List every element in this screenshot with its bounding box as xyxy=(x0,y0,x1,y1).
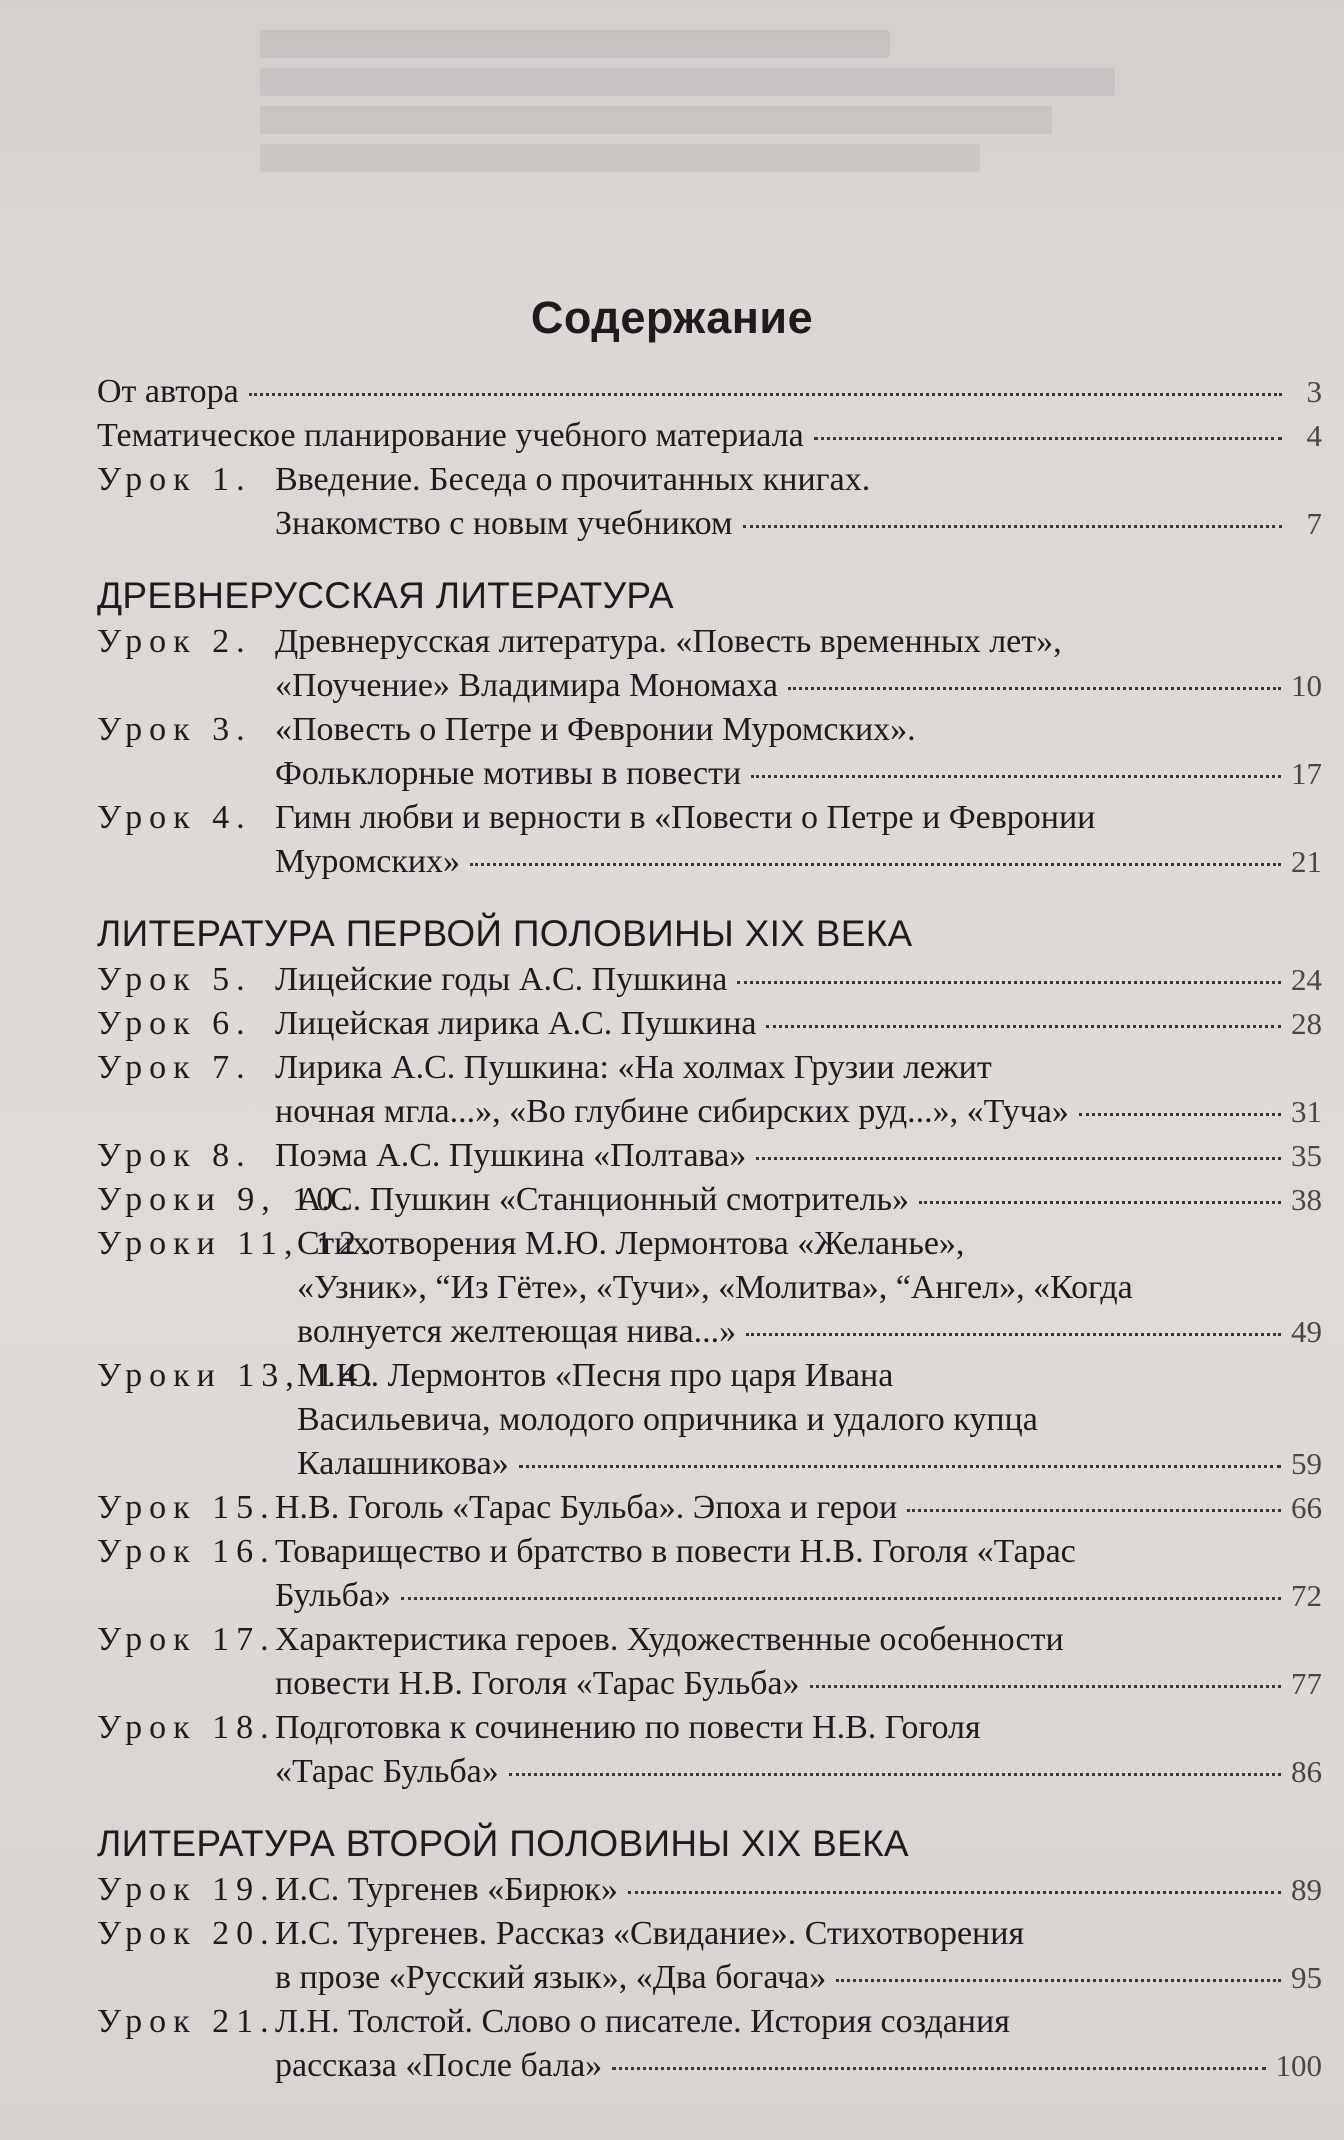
toc-line xyxy=(97,1442,1322,1486)
dot-leader xyxy=(401,1596,1281,1600)
toc-line xyxy=(97,414,1322,458)
lesson-label: Урок 19. xyxy=(97,1871,276,1908)
page-number: 89 xyxy=(1291,1872,1322,1907)
page-title: Содержание xyxy=(530,292,814,343)
toc-entry xyxy=(97,2000,1322,2088)
entry-text: Фольклорные мотивы в повести xyxy=(275,755,742,792)
toc-entry xyxy=(97,1486,1322,1530)
dot-leader xyxy=(907,1508,1281,1512)
entry-text: волнуется желтеющая нива...» xyxy=(297,1313,737,1350)
toc-line xyxy=(97,1956,1322,2000)
page-number: 66 xyxy=(1291,1490,1322,1525)
page-number: 31 xyxy=(1291,1094,1322,1129)
toc-line xyxy=(97,1868,1322,1912)
toc-line xyxy=(97,1090,1322,1134)
lesson-label: Урок 16. xyxy=(97,1533,276,1570)
page-number: 72 xyxy=(1291,1578,1322,1613)
entry-text: «Поучение» Владимира Мономаха xyxy=(275,667,778,704)
toc-entry xyxy=(97,1354,1322,1486)
toc-line xyxy=(97,1912,1322,1956)
entry-text: Лицейские годы А.С. Пушкина xyxy=(275,961,728,998)
entry-text: Поэма А.С. Пушкина «Полтава» xyxy=(275,1137,747,1174)
bleed-through-text xyxy=(260,20,1160,200)
dot-leader xyxy=(788,686,1281,690)
toc-line xyxy=(97,664,1322,708)
page-number: 7 xyxy=(1306,506,1322,541)
dot-leader xyxy=(509,1772,1281,1776)
toc-entry xyxy=(97,1002,1322,1046)
toc-line xyxy=(97,1310,1322,1354)
dot-leader xyxy=(751,774,1281,778)
toc-entry xyxy=(97,1618,1322,1706)
page-number: 38 xyxy=(1291,1182,1322,1217)
toc-line xyxy=(97,796,1322,840)
toc-line xyxy=(97,1002,1322,1046)
toc-line xyxy=(97,458,1322,502)
toc-line xyxy=(97,2000,1322,2044)
lesson-label: Урок 15. xyxy=(97,1489,276,1526)
toc-line xyxy=(97,1178,1322,1222)
toc-line xyxy=(97,1266,1322,1310)
entry-text: Подготовка к сочинению по повести Н.В. Гоголя xyxy=(275,1709,981,1746)
dot-leader xyxy=(628,1890,1281,1894)
entry-text: ночная мгла...», «Во глубине сибирских руд...», «Туча» xyxy=(275,1093,1069,1130)
toc-entry xyxy=(97,1222,1322,1354)
entry-text: Лицейская лирика А.С. Пушкина xyxy=(275,1005,757,1042)
entry-text: «Повесть о Петре и Февронии Муромских». xyxy=(275,711,916,748)
toc-entry xyxy=(97,796,1322,884)
toc-entry xyxy=(97,1530,1322,1618)
entry-text: Гимн любви и верности в «Повести о Петре и Февронии xyxy=(275,799,1096,836)
toc-line xyxy=(97,2044,1322,2088)
dot-leader xyxy=(470,862,1281,866)
page-number: 28 xyxy=(1291,1006,1322,1041)
entry-text: А.С. Пушкин «Станционный смотритель» xyxy=(297,1181,910,1218)
toc-line xyxy=(97,1574,1322,1618)
toc-line xyxy=(97,1354,1322,1398)
page-number: 86 xyxy=(1291,1754,1322,1789)
toc-line xyxy=(97,1134,1322,1178)
lesson-label: Уроки 13, 14. xyxy=(97,1357,380,1394)
lesson-label: Урок 18. xyxy=(97,1709,276,1746)
lesson-label: Уроки 9, 10. xyxy=(97,1181,356,1218)
entry-text: в прозе «Русский язык», «Два богача» xyxy=(275,1959,827,1996)
toc-entry xyxy=(97,620,1322,708)
entry-text: Стихотворения М.Ю. Лермонтова «Желанье», xyxy=(297,1225,965,1262)
page-number: 24 xyxy=(1291,962,1322,997)
entry-text: «Узник», “Из Гёте», «Тучи», «Молитва», “Ангел», «Когда xyxy=(297,1269,1133,1306)
lesson-label: Уроки 11, 12. xyxy=(97,1225,379,1262)
toc-line xyxy=(97,958,1322,1002)
toc-entry xyxy=(97,1706,1322,1794)
page-number: 77 xyxy=(1291,1666,1322,1701)
toc-line xyxy=(97,370,1322,414)
toc-entry xyxy=(97,1178,1322,1222)
dot-leader xyxy=(743,524,1283,528)
toc-entry xyxy=(97,1868,1322,1912)
entry-text: Характеристика героев. Художественные особенности xyxy=(275,1621,1064,1658)
page-number: 17 xyxy=(1291,756,1322,791)
toc-line xyxy=(97,1706,1322,1750)
page-number: 4 xyxy=(1306,418,1322,453)
section-heading: ЛИТЕРАТУРА ПЕРВОЙ ПОЛОВИНЫ XIX ВЕКА xyxy=(97,913,913,954)
lesson-label: Урок 4. xyxy=(97,799,252,836)
dot-leader xyxy=(810,1684,1281,1688)
entry-text: Древнерусская литература. «Повесть временных лет», xyxy=(275,623,1062,660)
page-number: 35 xyxy=(1291,1138,1322,1173)
entry-text: Введение. Беседа о прочитанных книгах. xyxy=(275,461,871,498)
section-heading: ЛИТЕРАТУРА ВТОРОЙ ПОЛОВИНЫ XIX ВЕКА xyxy=(97,1823,909,1864)
lesson-label: Урок 8. xyxy=(97,1137,252,1174)
toc-entry xyxy=(97,958,1322,1002)
lesson-label: Урок 2. xyxy=(97,623,252,660)
dot-leader xyxy=(746,1332,1281,1336)
toc-line xyxy=(97,1750,1322,1794)
page-number: 59 xyxy=(1291,1446,1322,1481)
dot-leader xyxy=(756,1156,1281,1160)
lesson-label: Урок 6. xyxy=(97,1005,252,1042)
toc-entry xyxy=(97,708,1322,796)
lesson-label: Урок 3. xyxy=(97,711,252,748)
toc-entry xyxy=(97,1134,1322,1178)
entry-text: Калашникова» xyxy=(297,1445,509,1482)
toc-line xyxy=(97,620,1322,664)
page-number: 95 xyxy=(1291,1960,1322,1995)
entry-text: М.Ю. Лермонтов «Песня про царя Ивана xyxy=(297,1357,894,1394)
entry-text: «Тарас Бульба» xyxy=(275,1753,499,1790)
entry-text: И.С. Тургенев «Бирюк» xyxy=(275,1871,618,1908)
toc-entry xyxy=(97,414,1322,458)
dot-leader xyxy=(737,980,1281,984)
toc-line xyxy=(97,1046,1322,1090)
entry-text: Товарищество и братство в повести Н.В. Гоголя «Тарас xyxy=(275,1533,1076,1570)
entry-text: Л.Н. Толстой. Слово о писателе. История создания xyxy=(275,2003,1010,2040)
page-number: 10 xyxy=(1291,668,1322,703)
dot-leader xyxy=(814,436,1282,440)
lesson-label: Урок 17. xyxy=(97,1621,276,1658)
dot-leader xyxy=(919,1200,1281,1204)
entry-text: От автора xyxy=(97,373,239,410)
lesson-label: Урок 7. xyxy=(97,1049,252,1086)
lesson-label: Урок 1. xyxy=(97,461,252,498)
toc-line xyxy=(97,1486,1322,1530)
entry-text: И.С. Тургенев. Рассказ «Свидание». Стихотворения xyxy=(275,1915,1025,1952)
section-heading: ДРЕВНЕРУССКАЯ ЛИТЕРАТУРА xyxy=(97,575,674,616)
lesson-label: Урок 21. xyxy=(97,2003,276,2040)
page-number: 100 xyxy=(1275,2048,1322,2083)
entry-text: Знакомство с новым учебником xyxy=(275,505,733,542)
entry-text: рассказа «После бала» xyxy=(275,2047,603,2084)
entry-text: Лирика А.С. Пушкина: «На холмах Грузии лежит xyxy=(275,1049,992,1086)
page-number: 49 xyxy=(1291,1314,1322,1349)
lesson-label: Урок 20. xyxy=(97,1915,276,1952)
entry-text: Тематическое планирование учебного материала xyxy=(97,417,804,454)
dot-leader xyxy=(249,392,1282,396)
page-number: 3 xyxy=(1306,374,1322,409)
entry-text: Н.В. Гоголь «Тарас Бульба». Эпоха и герои xyxy=(275,1489,898,1526)
toc-line xyxy=(97,1222,1322,1266)
entry-text: Васильевича, молодого опричника и удалого купца xyxy=(297,1401,1038,1438)
toc-line xyxy=(97,752,1322,796)
toc-line xyxy=(97,1618,1322,1662)
toc-line xyxy=(97,502,1322,546)
toc-entry xyxy=(97,1912,1322,2000)
entry-text: повести Н.В. Гоголя «Тарас Бульба» xyxy=(275,1665,800,1702)
entry-text: Муромских» xyxy=(275,843,461,880)
toc-line xyxy=(97,708,1322,752)
toc-line xyxy=(97,1530,1322,1574)
toc-entry xyxy=(97,458,1322,546)
entry-text: Бульба» xyxy=(275,1577,392,1614)
dot-leader xyxy=(519,1464,1281,1468)
toc-entry xyxy=(97,1046,1322,1134)
page-number: 21 xyxy=(1291,844,1322,879)
dot-leader xyxy=(612,2066,1265,2070)
toc-entry xyxy=(97,370,1322,414)
dot-leader xyxy=(766,1024,1281,1028)
dot-leader xyxy=(836,1978,1281,1982)
toc-line xyxy=(97,1398,1322,1442)
dot-leader xyxy=(1079,1112,1281,1116)
lesson-label: Урок 5. xyxy=(97,961,252,998)
table-of-contents xyxy=(97,370,1322,2088)
toc-line xyxy=(97,1662,1322,1706)
toc-line xyxy=(97,840,1322,884)
